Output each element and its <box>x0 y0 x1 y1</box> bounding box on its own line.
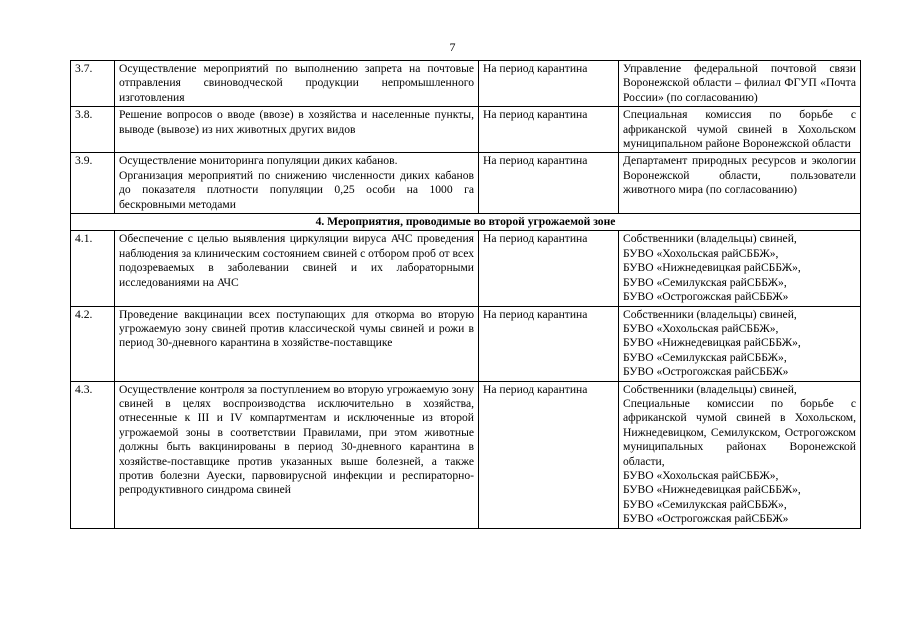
responsible-line: БУВО «Семилукская райСББЖ», <box>623 497 787 511</box>
table-row <box>71 107 861 153</box>
responsible-party: Управление федеральной почтовой связи Воронежской области – филиал ФГУП «Почта России» (по согласованию) <box>619 61 861 107</box>
responsible-line: БУВО «Острогожская райСББЖ» <box>623 512 789 526</box>
section-title: 4. Мероприятия, проводимые во второй угрожаемой зоне <box>71 214 861 231</box>
responsible-party <box>619 381 861 528</box>
item-number: 3.9. <box>71 153 115 214</box>
responsible-line: Собственники (владельцы) свиней, <box>623 232 797 246</box>
responsible-party <box>619 231 861 306</box>
measure-description: Осуществление мероприятий по выполнению запрета на почтовые отправления свиноводческой продукции непромышленного изготовления <box>115 61 479 107</box>
responsible-line: БУВО «Хохольская райСББЖ», <box>623 321 779 335</box>
measure-description <box>115 153 479 214</box>
section-header-row <box>71 214 861 231</box>
measures-table <box>70 60 861 529</box>
responsible-line: БУВО «Хохольская райСББЖ», <box>623 468 779 482</box>
table-row <box>71 231 861 306</box>
responsible-line: Собственники (владельцы) свиней, <box>623 307 797 321</box>
measure-line: Организация мероприятий по снижению численности диких кабанов до показателя плотности популяции 0,25 особи на 1000 га бескровными методами <box>119 168 474 211</box>
measure-term: На период карантина <box>479 381 619 528</box>
responsible-line: БУВО «Семилукская райСББЖ», <box>623 350 787 364</box>
measure-description: Решение вопросов о вводе (ввозе) в хозяйства и населенные пункты, выводе (вывозе) из них животных других видов <box>115 107 479 153</box>
item-number: 4.2. <box>71 306 115 381</box>
measure-term: На период карантина <box>479 306 619 381</box>
item-number: 4.1. <box>71 231 115 306</box>
responsible-line: БУВО «Хохольская райСББЖ», <box>623 246 779 260</box>
responsible-paragraph: Специальные комиссии по борьбе с африканской чумой свиней в Хохольском, Нижнедевицком, Семилукском, Острогожском муниципальных районах Воронежской области, <box>623 396 856 468</box>
measure-term: На период карантина <box>479 231 619 306</box>
measure-description: Обеспечение с целью выявления циркуляции вируса АЧС проведения наблюдения за клиническим состоянием свиней с отбором проб от всех подозреваемых в заболевании свиней и их лабораторными исследованиями на АЧС <box>115 231 479 306</box>
measure-term: На период карантина <box>479 61 619 107</box>
responsible-party: Департамент природных ресурсов и экологии Воронежской области, пользователи животного мира (по согласованию) <box>619 153 861 214</box>
responsible-line: БУВО «Острогожская райСББЖ» <box>623 290 789 304</box>
measure-description: Проведение вакцинации всех поступающих для откорма во вторую угрожаемую зону свиней против классической чумы свиней и рожи в период 30-дневного карантина в хозяйстве-поставщике <box>115 306 479 381</box>
table-row <box>71 153 861 214</box>
table-row <box>71 61 861 107</box>
measure-description: Осуществление контроля за поступлением во вторую угрожаемую зону свиней в целях воспроизводства исключительно в хозяйства, отнесенные к III и IV компартментам и исключенные из второй угрожаемой зоны в соответствии Правилами, при этом животные должны быть вакцинированы в период 30-дневного карантина в хозяйстве-поставщике против указанных выше болезней, а также против болезни Ауески, парвовирусной инфекции и респираторно-репродуктивного синдрома свиней <box>115 381 479 528</box>
responsible-line: БУВО «Нижнедевицкая райСББЖ», <box>623 336 801 350</box>
responsible-party <box>619 306 861 381</box>
measure-line: Осуществление мониторинга популяции диких кабанов. <box>119 154 398 168</box>
responsible-party: Специальная комиссия по борьбе с африканской чумой свиней в Хохольском муниципальном районе Воронежской области <box>619 107 861 153</box>
table-row <box>71 306 861 381</box>
responsible-line: БУВО «Семилукская райСББЖ», <box>623 275 787 289</box>
measure-term: На период карантина <box>479 153 619 214</box>
responsible-line: Собственники (владельцы) свиней, <box>623 382 797 396</box>
responsible-line: БУВО «Нижнедевицкая райСББЖ», <box>623 483 801 497</box>
responsible-line: БУВО «Нижнедевицкая райСББЖ», <box>623 261 801 275</box>
item-number: 3.7. <box>71 61 115 107</box>
item-number: 4.3. <box>71 381 115 528</box>
responsible-line: БУВО «Острогожская райСББЖ» <box>623 365 789 379</box>
page-number: 7 <box>449 40 456 54</box>
item-number: 3.8. <box>71 107 115 153</box>
table-row <box>71 381 861 528</box>
measure-term: На период карантина <box>479 107 619 153</box>
